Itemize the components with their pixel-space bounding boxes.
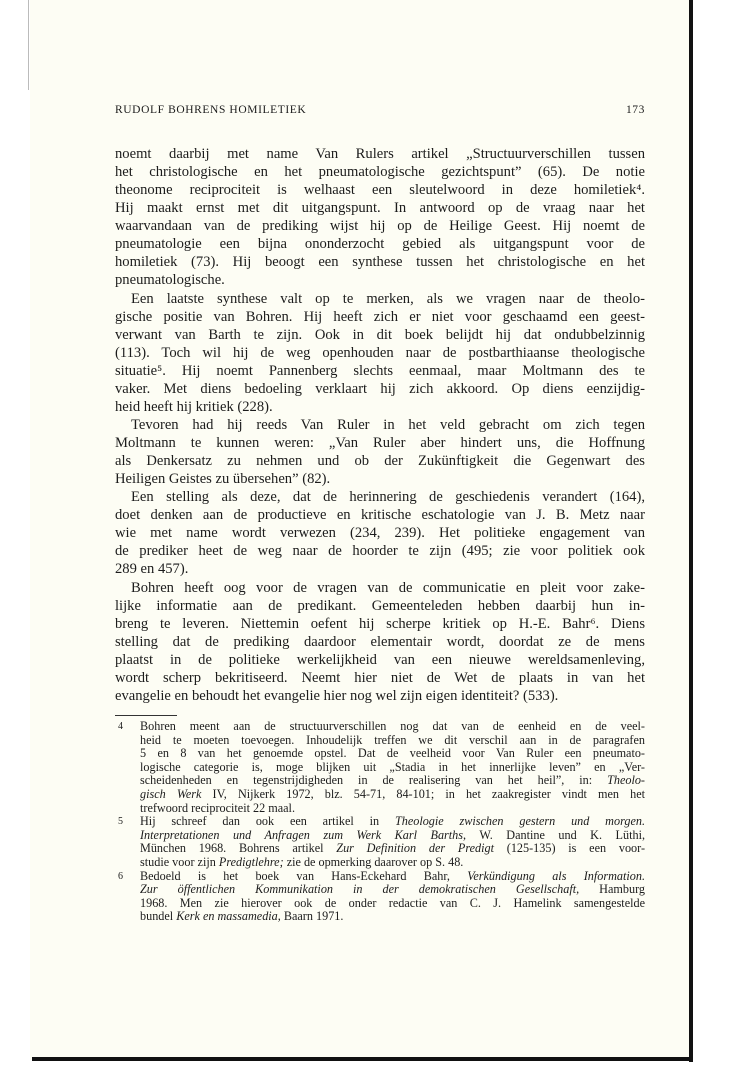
footnote-line xyxy=(140,788,645,802)
footnote-text: IV, Nijkerk 1972, blz. 54-71, 84-101; in het zaakregister vindt men het xyxy=(201,786,645,801)
footnote-text: 5 en 8 van het genoemde opstel. Dat de veelheid voor Van Ruler een pneumato- xyxy=(140,746,645,761)
footnote-text: Bedoeld is het boek van Hans-Eckehard Bahr, xyxy=(140,868,468,883)
text-line: Bohren heeft oog voor de vragen van de communicatie en pleit voor zake- xyxy=(131,579,645,596)
running-title: RUDOLF BOHRENS HOMILETIEK xyxy=(115,104,307,116)
text-line: pneumatologische. xyxy=(115,272,225,289)
paragraph xyxy=(115,416,645,488)
text-line: situatie⁵. Hij noemt Pannenberg slechts eenmaal, maar Moltmann des te xyxy=(115,362,645,379)
footnote-text: München 1968. Bohrens artikel xyxy=(140,841,337,856)
paragraph xyxy=(115,145,645,290)
italic-title: gisch Werk xyxy=(140,786,202,801)
text-line: plaatst in de politieke werkelijkheid van een nieuwe wereldsamenleving, xyxy=(115,651,645,668)
text-line: stelling dat de prediking daardoor elementair wordt, doordat ze de mens xyxy=(115,633,645,650)
italic-title: Zur öffentlichen Kommunikation in der demokratischen Gesellschaft, xyxy=(140,882,580,897)
footnote-line xyxy=(140,734,645,748)
italic-title: Interpretationen und Anfragen zum Werk Karl Barths, xyxy=(140,827,467,842)
running-header xyxy=(115,104,645,116)
text-line: homiletiek (73). Hij beoogt een synthese tussen het christologische en het xyxy=(115,254,645,271)
text-line: evangelie en behoudt het evangelie hier nog wel zijn eigen identiteit? (533). xyxy=(115,687,559,704)
italic-title: Verkündigung als Information. xyxy=(467,868,645,883)
italic-title: Predigtlehre; xyxy=(218,854,284,869)
text-line: vaker. Met diens bedoeling verklaart hij zich akkoord. Op diens eenzijdig- xyxy=(115,380,645,397)
page-edge-bottom xyxy=(32,1057,693,1061)
footnote-text: zie de opmerking daarover op S. 48. xyxy=(283,854,464,869)
text-line: pneumatologie een bijna ononderzocht gebied als uitgangspunt voor de xyxy=(115,236,645,253)
text-line: Een laatste synthese valt op te merken, als we vragen naar de theolo- xyxy=(131,290,645,307)
text-line: (113). Toch wil hij de weg openhouden naar de postbarthiaanse theologische xyxy=(115,344,645,361)
footnote-line xyxy=(140,870,645,884)
text-line: gische positie van Bohren. Hij heeft zich er niet voor geschaamd een geest- xyxy=(115,308,645,325)
text-line: Heiligen Geistes zu übersehen” (82). xyxy=(115,471,331,488)
text-line: Een stelling als deze, dat de herinnering de geschiedenis verandert (164), xyxy=(131,489,645,506)
text-line: wordt scherp bekritiseerd. Neemt hier niet de Wet de plaats in van het xyxy=(115,669,645,686)
footnote-rule xyxy=(115,715,177,716)
footnote-text: trefwoord reciprociteit 22 maal. xyxy=(140,800,295,815)
footnote-line xyxy=(140,842,645,856)
footnote-line xyxy=(140,802,645,816)
footnote-line xyxy=(140,747,645,761)
footnote-line xyxy=(140,883,645,897)
footnotes xyxy=(115,720,645,924)
footnote-text: (125-135) is een voor- xyxy=(494,841,646,856)
footnote-text: studie voor zijn xyxy=(140,854,219,869)
footnote-number: 6 xyxy=(118,870,123,882)
footnote-text: Baarn 1971. xyxy=(280,909,344,924)
footnote-line xyxy=(140,910,645,924)
text-line: 289 en 457). xyxy=(115,561,189,578)
footnote-line xyxy=(140,897,645,911)
text-line: wie met name wordt verwezen (234, 239). Het politieke engagement van xyxy=(115,525,645,542)
footnote-5 xyxy=(115,815,645,869)
paragraph xyxy=(115,579,645,705)
footnote-number: 4 xyxy=(118,721,123,732)
footnote-6 xyxy=(115,870,645,924)
text-line: noemt daarbij met name Van Rulers artikel „Structuurverschillen tussen xyxy=(115,146,645,162)
italic-title: Zur Definition der Predigt xyxy=(336,841,494,856)
italic-title: Kerk en massamedia, xyxy=(176,909,281,924)
italic-title: Theologie zwischen gestern und morgen. xyxy=(394,814,645,829)
text-line: heid heeft hij kritiek (228). xyxy=(115,398,273,415)
text-line: het christologische en het pneumatologische gezichtspunt” (65). De notie xyxy=(115,164,645,181)
footnote-text: W. Dantine und K. Lüthi, xyxy=(466,827,645,842)
footnote-line xyxy=(140,829,645,843)
text-line: Tevoren had hij reeds Van Ruler in het veld gebracht om zich tegen xyxy=(131,416,645,433)
text-line: breng te leveren. Niettemin oefent hij scherpe kritiek op H.-E. Bahr⁶. Diens xyxy=(115,615,645,632)
footnote-line xyxy=(140,815,645,829)
text-line: Moltmann te kunnen weren: „Van Ruler aber hindert uns, die Hoffnung xyxy=(115,435,645,451)
footnote-text: Hamburg xyxy=(579,882,645,897)
footnote-text: Hij schreef dan ook een artikel in xyxy=(140,814,395,829)
text-line: theonome reciprociteit is welhaast een sleutelwoord in deze homiletiek⁴. xyxy=(115,182,645,199)
footnote-text: logische categorie is, moge blijken uit „Stadia in het innerlijke leven” en „Ver- xyxy=(140,759,645,774)
text-line: Hij maakt ernst met dit uitgangspunt. In antwoord op de vraag naar het xyxy=(115,200,645,217)
footnote-number: 5 xyxy=(118,816,123,828)
footnote-text: heid te moeten toevoegen. Inhoudelijk treffen we dit verschil aan in de paragrafen xyxy=(140,732,645,747)
page-edge-left xyxy=(28,0,29,90)
paragraph xyxy=(115,488,645,578)
footnote-text: scheidenheden en tegenstrijdigheden in de realisering van het heil”, in: xyxy=(140,773,608,788)
footnote-text: Bohren meent aan de structuurverschillen nog dat van de eenheid en de veel- xyxy=(140,719,645,733)
body-text xyxy=(115,145,645,705)
footnote-line xyxy=(140,720,645,734)
text-line: lijke informatie aan de predikant. Gemeenteleden hebben daarbij hun in- xyxy=(115,597,645,614)
footnote-line xyxy=(140,761,645,775)
page-number: 173 xyxy=(625,104,645,116)
text-line: doet denken aan de productieve en kritische eschatologie van J. B. Metz naar xyxy=(115,507,645,524)
text-line: waarvandaan van de prediking wijst hij op de Heilige Geest. Hij noemt de xyxy=(115,218,645,235)
footnote-line xyxy=(140,856,645,870)
footnote-line xyxy=(140,774,645,788)
text-line: verwant van Barth te zijn. Ook in dit boek belijdt hij dat ondubbelzinnig xyxy=(115,326,645,343)
footnote-text: 1968. Men zie hierover ook de onder redactie van C. J. Hamelink samengestelde xyxy=(140,895,645,910)
paragraph xyxy=(115,290,645,416)
text-line: de prediker heet de weg naar de hoorder te zijn (495; zie voor politiek ook xyxy=(115,543,645,560)
footnote-text: bundel xyxy=(140,909,177,924)
text-line: als Denkersatz zu nehmen und ob der Zukünftigkeit die Gegenwart des xyxy=(115,453,645,470)
footnote-4 xyxy=(115,720,645,815)
page-edge-right xyxy=(689,0,693,1062)
italic-title: Theolo- xyxy=(607,773,645,788)
